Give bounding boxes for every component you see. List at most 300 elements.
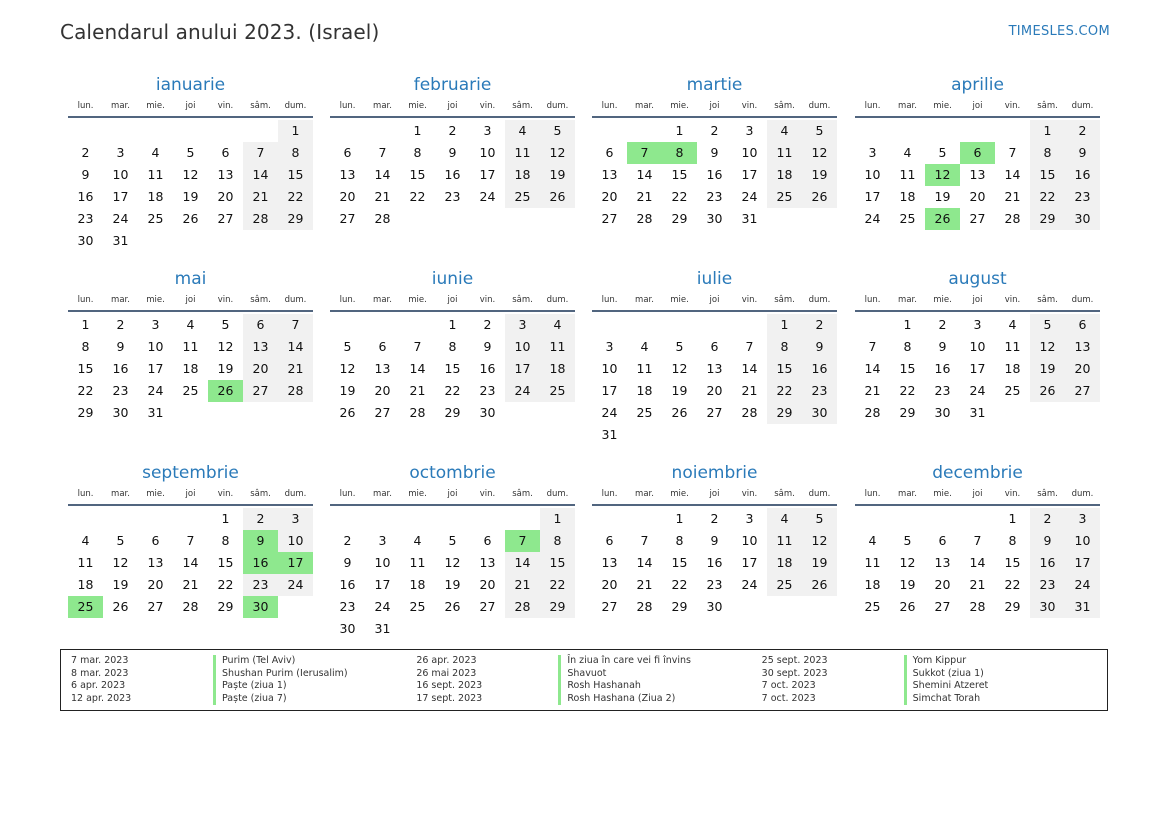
day-cell: 29 — [671, 211, 688, 226]
month-name: aprilie — [951, 75, 1004, 95]
week-row — [330, 142, 575, 164]
empty-cell — [505, 208, 540, 230]
empty-cell — [995, 120, 1030, 142]
day-cell: 29 — [540, 596, 575, 618]
weekday-label: mar. — [111, 489, 130, 499]
weekday-label: vin. — [217, 101, 234, 111]
day-cell: 18 — [505, 164, 540, 186]
empty-cell — [505, 618, 540, 640]
day-cell: 18 — [899, 189, 916, 204]
empty-cell — [243, 230, 278, 252]
day-cell: 24 — [864, 211, 881, 226]
empty-cell — [925, 120, 960, 142]
day-cell: 21 — [374, 189, 391, 204]
empty-cell — [627, 508, 662, 530]
day-cell: 3 — [505, 314, 540, 336]
weekday-label: mar. — [111, 295, 130, 305]
week-row — [592, 358, 837, 380]
day-cell: 25 — [767, 574, 802, 596]
weekday-label: dum. — [1071, 295, 1094, 305]
day-cell: 19 — [112, 577, 129, 592]
weekday-label: sâm. — [774, 489, 795, 499]
week-row — [592, 424, 837, 446]
day-cell: 17 — [601, 383, 618, 398]
holiday-color-marker — [558, 680, 561, 693]
day-cell: 26 — [802, 186, 837, 208]
weekday-label: dum. — [1071, 101, 1094, 111]
day-cell: 22 — [77, 383, 94, 398]
legend-holiday-name: Purim (Tel Aviv) — [222, 655, 296, 666]
weekday-header — [855, 97, 1100, 115]
day-cell: 3 — [605, 339, 614, 354]
day-cell: 24 — [112, 211, 129, 226]
day-cell: 5 — [675, 339, 684, 354]
day-cell: 24 — [147, 383, 164, 398]
empty-cell — [208, 230, 243, 252]
month-mai — [68, 267, 313, 424]
day-cell: 9 — [1030, 530, 1065, 552]
day-cell: 29 — [1004, 599, 1021, 614]
day-cell: 18 — [147, 189, 164, 204]
holiday-color-marker — [558, 693, 561, 706]
weekday-label: mie. — [670, 101, 689, 111]
day-cell: 26 — [208, 380, 243, 402]
weekday-label: mie. — [146, 489, 165, 499]
day-cell: 19 — [182, 189, 199, 204]
day-cell: 10 — [112, 167, 129, 182]
day-cell: 2 — [448, 123, 457, 138]
day-cell: 22 — [767, 380, 802, 402]
day-cell: 6 — [343, 145, 352, 160]
day-cell: 14 — [1004, 167, 1021, 182]
day-cell: 24 — [1065, 574, 1100, 596]
day-cell: 26 — [182, 211, 199, 226]
weekday-label: mie. — [670, 295, 689, 305]
day-cell: 18 — [767, 552, 802, 574]
day-cell: 9 — [448, 145, 457, 160]
day-cell: 25 — [147, 211, 164, 226]
weekday-label: vin. — [217, 295, 234, 305]
week-row — [330, 120, 575, 142]
legend-holiday-name: Shavuot — [567, 667, 607, 679]
day-cell: 16 — [934, 361, 951, 376]
month-ianuarie — [68, 73, 313, 252]
empty-cell — [278, 402, 313, 424]
day-cell: 1 — [448, 317, 457, 332]
day-cell: 25 — [767, 186, 802, 208]
empty-cell — [470, 618, 505, 640]
month-divider — [68, 504, 313, 506]
empty-cell — [732, 424, 767, 446]
day-cell: 4 — [1008, 317, 1017, 332]
legend-item — [416, 655, 761, 668]
day-cell: 27 — [479, 599, 496, 614]
weekday-label: mie. — [146, 101, 165, 111]
weekday-label: joi — [185, 101, 196, 111]
day-cell: 24 — [741, 577, 758, 592]
day-cell: 4 — [767, 120, 802, 142]
day-cell: 5 — [448, 533, 457, 548]
day-cell: 1 — [413, 123, 422, 138]
day-cell: 15 — [444, 361, 461, 376]
weekday-label: joi — [709, 295, 720, 305]
week-row — [68, 358, 313, 380]
day-cell: 24 — [741, 189, 758, 204]
day-cell: 30 — [243, 596, 278, 618]
empty-cell — [1030, 402, 1065, 424]
weekday-label: mar. — [373, 101, 392, 111]
day-cell: 6 — [151, 533, 160, 548]
day-cell: 18 — [540, 358, 575, 380]
weekday-label: vin. — [479, 101, 496, 111]
legend-date: 7 mar. 2023 — [71, 655, 129, 666]
day-cell: 14 — [409, 361, 426, 376]
legend-item — [762, 668, 1107, 681]
day-cell: 31 — [601, 427, 618, 442]
empty-cell — [330, 508, 365, 530]
day-cell: 23 — [706, 577, 723, 592]
day-cell: 3 — [745, 123, 754, 138]
day-cell: 25 — [636, 405, 653, 420]
day-cell: 8 — [767, 336, 802, 358]
day-cell: 4 — [640, 339, 649, 354]
weekday-header — [592, 97, 837, 115]
holiday-color-marker — [904, 693, 907, 706]
day-cell: 12 — [802, 142, 837, 164]
weekday-label: joi — [185, 489, 196, 499]
day-cell: 22 — [217, 577, 234, 592]
weekday-label: vin. — [217, 489, 234, 499]
day-cell: 9 — [710, 533, 719, 548]
day-cell: 3 — [973, 317, 982, 332]
weekday-label: joi — [185, 295, 196, 305]
day-cell: 15 — [540, 552, 575, 574]
legend-holiday-name: Rosh Hashanah — [567, 680, 641, 691]
day-cell: 27 — [601, 599, 618, 614]
empty-cell — [173, 402, 208, 424]
day-cell: 26 — [899, 599, 916, 614]
day-cell: 11 — [147, 167, 164, 182]
weekday-label: dum. — [1071, 489, 1094, 499]
day-cell: 16 — [112, 361, 129, 376]
day-cell: 20 — [479, 577, 496, 592]
day-cell: 26 — [112, 599, 129, 614]
empty-cell — [400, 508, 435, 530]
day-cell: 25 — [540, 380, 575, 402]
day-cell: 15 — [1030, 164, 1065, 186]
weekday-label: joi — [447, 101, 458, 111]
day-cell: 5 — [116, 533, 125, 548]
day-cell: 6 — [960, 142, 995, 164]
day-cell: 22 — [671, 189, 688, 204]
weekday-header — [592, 485, 837, 503]
legend-item — [416, 693, 761, 706]
empty-cell — [470, 508, 505, 530]
week-row — [330, 358, 575, 380]
empty-cell — [627, 120, 662, 142]
day-cell: 25 — [409, 599, 426, 614]
weekday-label: sâm. — [512, 489, 533, 499]
legend-item — [762, 693, 1107, 706]
month-name: mai — [174, 269, 207, 289]
day-cell: 14 — [243, 164, 278, 186]
holiday-color-marker — [904, 655, 907, 668]
empty-cell — [855, 508, 890, 530]
day-cell: 4 — [903, 145, 912, 160]
weekday-label: mar. — [373, 489, 392, 499]
day-cell: 28 — [182, 599, 199, 614]
legend-column — [71, 655, 416, 710]
empty-cell — [103, 508, 138, 530]
day-cell: 11 — [767, 530, 802, 552]
day-cell: 23 — [1065, 186, 1100, 208]
empty-cell — [470, 208, 505, 230]
legend-holiday-name: Paște (ziua 1) — [222, 680, 287, 691]
day-cell: 29 — [1030, 208, 1065, 230]
weekday-label: dum. — [546, 101, 569, 111]
week-row — [330, 380, 575, 402]
day-cell: 30 — [1030, 596, 1065, 618]
week-row — [68, 596, 313, 618]
day-cell: 9 — [710, 145, 719, 160]
day-cell: 5 — [221, 317, 230, 332]
day-cell: 2 — [116, 317, 125, 332]
day-cell: 27 — [1065, 380, 1100, 402]
month-octombrie — [330, 461, 575, 640]
week-row — [592, 530, 837, 552]
weekday-label: lun. — [77, 295, 94, 305]
day-cell: 6 — [221, 145, 230, 160]
day-cell: 1 — [81, 317, 90, 332]
day-cell: 19 — [444, 577, 461, 592]
day-cell: 15 — [899, 361, 916, 376]
empty-cell — [697, 314, 732, 336]
week-row — [330, 186, 575, 208]
week-row — [330, 336, 575, 358]
legend-date: 26 apr. 2023 — [416, 655, 477, 666]
day-cell: 2 — [483, 317, 492, 332]
day-cell: 29 — [671, 599, 688, 614]
empty-cell — [208, 402, 243, 424]
day-cell: 23 — [77, 211, 94, 226]
legend-column — [416, 655, 761, 710]
day-cell: 13 — [1065, 336, 1100, 358]
day-cell: 14 — [636, 167, 653, 182]
weekday-header — [330, 97, 575, 115]
day-cell: 2 — [81, 145, 90, 160]
weekday-header — [330, 291, 575, 309]
empty-cell — [697, 424, 732, 446]
day-cell: 4 — [868, 533, 877, 548]
empty-cell — [540, 402, 575, 424]
day-cell: 30 — [479, 405, 496, 420]
legend-holiday-name: Rosh Hashana (Ziua 2) — [567, 692, 676, 704]
day-cell: 20 — [601, 577, 618, 592]
day-cell: 22 — [409, 189, 426, 204]
weekday-label: joi — [972, 101, 983, 111]
week-row — [855, 574, 1100, 596]
day-cell: 2 — [243, 508, 278, 530]
weekday-label: sâm. — [1037, 489, 1058, 499]
day-cell: 21 — [969, 577, 986, 592]
week-row — [855, 186, 1100, 208]
day-cell: 13 — [243, 336, 278, 358]
weekday-label: lun. — [339, 101, 356, 111]
empty-cell — [627, 314, 662, 336]
day-cell: 30 — [934, 405, 951, 420]
day-cell: 22 — [1004, 577, 1021, 592]
legend-date: 6 apr. 2023 — [71, 680, 126, 691]
day-cell: 24 — [601, 405, 618, 420]
day-cell: 2 — [938, 317, 947, 332]
month-name: iunie — [431, 269, 474, 289]
month-name: iulie — [696, 269, 733, 289]
day-cell: 9 — [81, 167, 90, 182]
week-row — [68, 314, 313, 336]
day-cell: 5 — [540, 120, 575, 142]
legend-holiday-name: Sukkot (ziua 1) — [912, 667, 984, 679]
day-cell: 27 — [217, 211, 234, 226]
week-row — [330, 508, 575, 530]
day-cell: 3 — [868, 145, 877, 160]
empty-cell — [890, 508, 925, 530]
day-cell: 12 — [217, 339, 234, 354]
day-cell: 9 — [343, 555, 352, 570]
empty-cell — [505, 402, 540, 424]
day-cell: 18 — [1004, 361, 1021, 376]
weekday-label: lun. — [77, 101, 94, 111]
day-cell: 22 — [1030, 186, 1065, 208]
month-divider — [855, 310, 1100, 312]
day-cell: 16 — [802, 358, 837, 380]
weekday-label: sâm. — [250, 489, 271, 499]
legend-item — [762, 655, 1107, 668]
day-cell: 27 — [706, 405, 723, 420]
weekday-label: lun. — [77, 489, 94, 499]
month-septembrie — [68, 461, 313, 618]
empty-cell — [68, 120, 103, 142]
day-cell: 26 — [925, 208, 960, 230]
day-cell: 28 — [636, 211, 653, 226]
day-cell: 8 — [903, 339, 912, 354]
empty-cell — [960, 120, 995, 142]
day-cell: 30 — [112, 405, 129, 420]
weekday-label: dum. — [284, 489, 307, 499]
day-cell: 25 — [1004, 383, 1021, 398]
day-cell: 11 — [767, 142, 802, 164]
day-cell: 16 — [339, 577, 356, 592]
weekday-header — [592, 291, 837, 309]
day-cell: 14 — [864, 361, 881, 376]
weekday-label: lun. — [339, 295, 356, 305]
empty-cell — [960, 508, 995, 530]
legend-date: 26 mai 2023 — [416, 667, 477, 679]
weekday-label: joi — [972, 295, 983, 305]
month-name: octombrie — [409, 463, 496, 483]
day-cell: 6 — [605, 145, 614, 160]
weekday-label: lun. — [864, 489, 881, 499]
day-cell: 8 — [1030, 142, 1065, 164]
day-cell: 20 — [934, 577, 951, 592]
site-link[interactable]: TIMESLES.COM — [1008, 24, 1110, 39]
day-cell: 26 — [339, 405, 356, 420]
day-cell: 15 — [671, 555, 688, 570]
day-cell: 1 — [675, 123, 684, 138]
empty-cell — [68, 508, 103, 530]
day-cell: 22 — [671, 577, 688, 592]
holiday-color-marker — [904, 680, 907, 693]
holiday-color-marker — [904, 668, 907, 681]
day-cell: 3 — [745, 511, 754, 526]
weekday-label: mie. — [408, 101, 427, 111]
day-cell: 23 — [112, 383, 129, 398]
day-cell: 30 — [1065, 208, 1100, 230]
empty-cell — [365, 508, 400, 530]
week-row — [68, 336, 313, 358]
week-row — [855, 120, 1100, 142]
legend-item — [71, 668, 416, 681]
weekday-label: dum. — [284, 101, 307, 111]
empty-cell — [365, 120, 400, 142]
month-divider — [330, 310, 575, 312]
day-cell: 5 — [802, 508, 837, 530]
day-cell: 4 — [81, 533, 90, 548]
day-cell: 12 — [540, 142, 575, 164]
week-row — [855, 142, 1100, 164]
weekday-label: lun. — [339, 489, 356, 499]
day-cell: 31 — [374, 621, 391, 636]
weekday-label: mie. — [933, 295, 952, 305]
empty-cell — [592, 120, 627, 142]
weekday-label: mar. — [635, 101, 654, 111]
month-iulie — [592, 267, 837, 446]
weekday-label: sâm. — [1037, 101, 1058, 111]
day-cell: 7 — [973, 533, 982, 548]
day-cell: 15 — [1004, 555, 1021, 570]
legend-item — [71, 655, 416, 668]
legend-date: 8 mar. 2023 — [71, 667, 129, 679]
day-cell: 21 — [864, 383, 881, 398]
day-cell: 27 — [339, 211, 356, 226]
weekday-label: lun. — [864, 295, 881, 305]
weekday-label: vin. — [1004, 101, 1021, 111]
month-divider — [592, 310, 837, 312]
week-row — [592, 142, 837, 164]
day-cell: 28 — [505, 596, 540, 618]
holiday-color-marker — [213, 655, 216, 668]
weekday-label: sâm. — [250, 295, 271, 305]
weekday-label: mar. — [898, 489, 917, 499]
empty-cell — [435, 508, 470, 530]
day-cell: 14 — [182, 555, 199, 570]
weekday-label: mie. — [146, 295, 165, 305]
day-cell: 26 — [540, 186, 575, 208]
weekday-label: dum. — [808, 101, 831, 111]
empty-cell — [767, 424, 802, 446]
week-row — [68, 508, 313, 530]
legend-date: 7 oct. 2023 — [761, 692, 816, 704]
week-row — [330, 596, 575, 618]
day-cell: 7 — [186, 533, 195, 548]
empty-cell — [855, 120, 890, 142]
day-cell: 31 — [147, 405, 164, 420]
day-cell: 22 — [540, 574, 575, 596]
day-cell: 26 — [802, 574, 837, 596]
day-cell: 1 — [903, 317, 912, 332]
weekday-label: lun. — [864, 101, 881, 111]
legend-date: 17 sept. 2023 — [416, 692, 483, 704]
day-cell: 1 — [1030, 120, 1065, 142]
